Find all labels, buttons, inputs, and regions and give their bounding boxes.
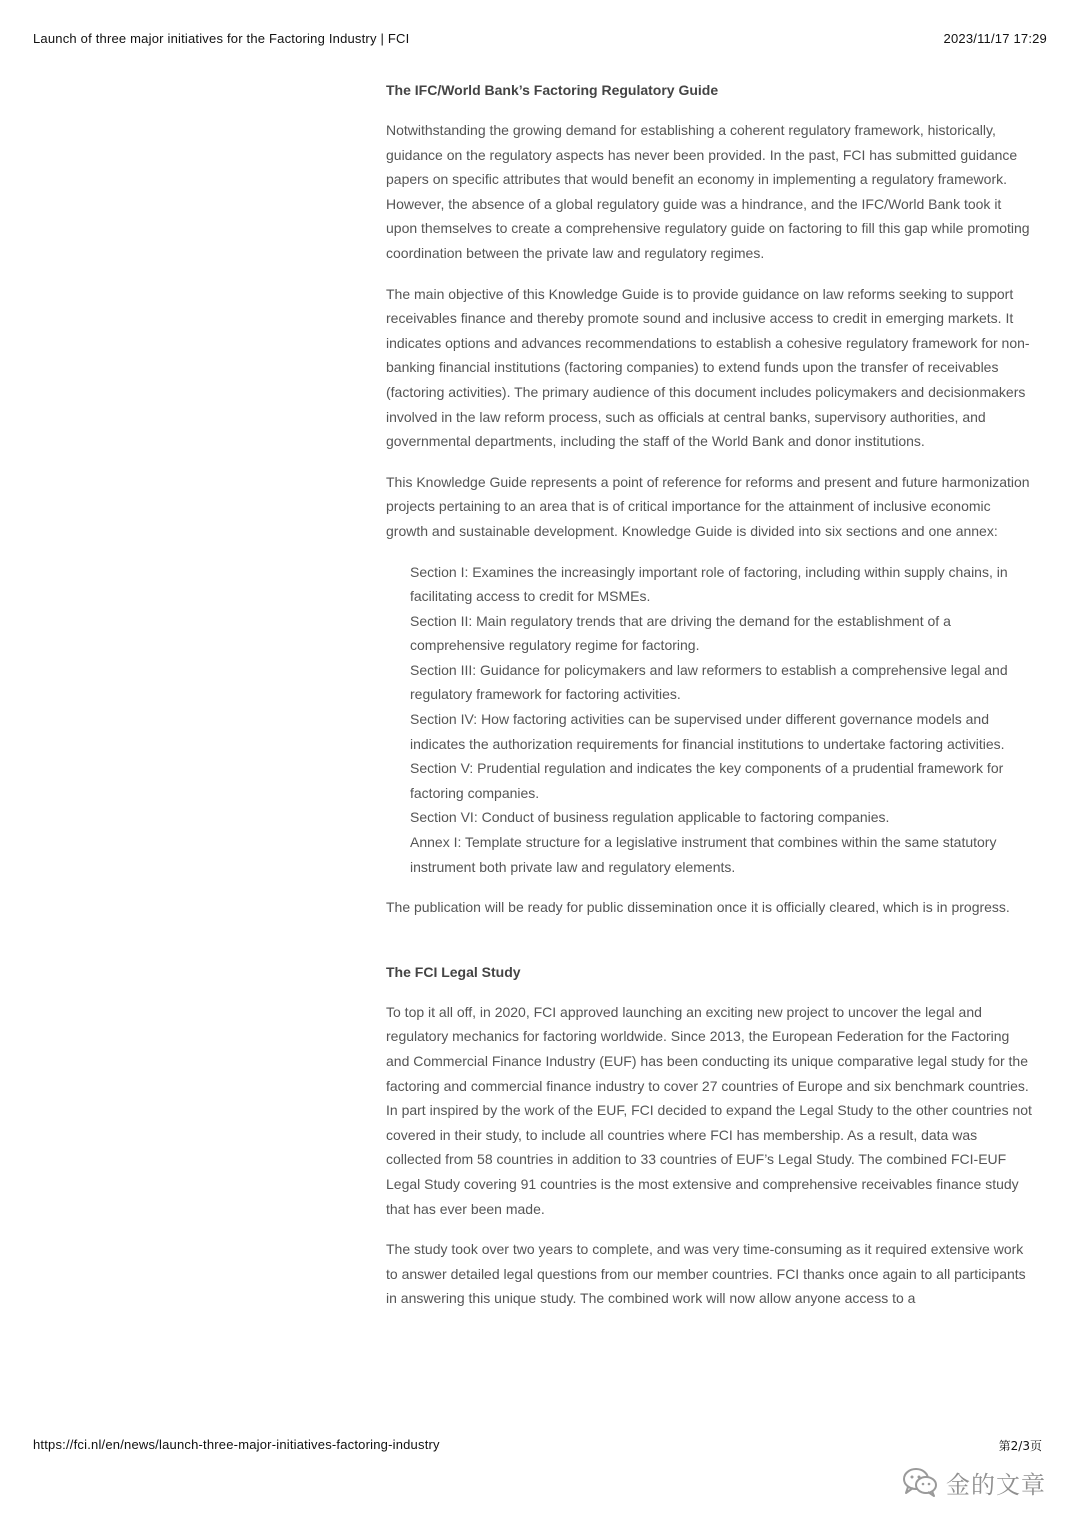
section-heading-legal-study: The FCI Legal Study [386,963,521,980]
list-item: Section II: Main regulatory trends that are driving the demand for the establishment of a comprehensive regulatory regime for factoring. [410,612,951,654]
wechat-icon [902,1467,938,1497]
paragraph-2: The main objective of this Knowledge Guide is to provide guidance on law reforms seeking to support receivables finance and thereby promote sound and inclusive access to credit in emerging markets. It indicates options and advances recommendations to establish a cohesive regulatory framework for non-banking financial institutions (factoring companies) to extend funds upon the transfer of receivables (factoring activities). The primary audience of this document includes policymakers and decisionmakers involved in the law reform process, such as officials at central banks, supervisory authorities, and governmental departments, including the staff of the World Bank and donor institutions. [386,285,1030,450]
watermark-text: 金的文章 [946,1470,1046,1499]
paragraph-1: Notwithstanding the growing demand for establishing a coherent regulatory framework, historically, guidance on the regulatory aspects has never been provided. In the past, FCI has submitted guidance papers on specific attributes that would benefit an economy in implementing a regulatory framework. However, the absence of a global regulatory guide was a hindrance, and the IFC/World Bank took it upon themselves to create a comprehensive regulatory guide on factoring to fill this gap while promoting coordination between the private law and regulatory regimes. [386,122,1030,261]
print-footer [33,1437,1047,1455]
list-item: Section VI: Conduct of business regulation applicable to factoring companies. [410,809,890,826]
watermark [902,1462,1046,1502]
list-item: Annex I: Template structure for a legislative instrument that combines within the same statutory instrument both private law and regulatory elements. [410,834,997,875]
list-item: Section I: Examines the increasingly important role of factoring, including within supply chains, in facilitating access to credit for MSMEs. [410,563,1008,605]
list-item: Section IV: How factoring activities can be supervised under different governance models and indicates the authorization requirements for financial institutions to undertake factoring activities. [410,711,1005,752]
list-item: Section V: Prudential regulation and indicates the key components of a prudential framework for factoring companies. [410,760,1004,801]
paragraph-3: This Knowledge Guide represents a point of reference for reforms and present and future harmonization projects pertaining to an area that is of critical importance for the attainment of inclusive economic growth and sustainable development. Knowledge Guide is divided into six sections and one annex: [386,473,1030,539]
print-datetime: 2023/11/17 17:29 [943,31,1047,46]
page-url: https://fci.nl/en/news/launch-three-major-initiatives-factoring-industry [33,1437,440,1452]
paragraph-4: The publication will be ready for public dissemination once it is officially cleared, which is in progress. [386,899,1010,916]
paragraph-6: The study took over two years to complete, and was very time-consuming as it required extensive work to answer detailed legal questions from our member countries. FCI thanks once again to all participants in answering this unique study. The combined work will now allow anyone access to a [386,1241,1026,1307]
print-header [33,31,1047,49]
article-body [386,78,1036,1327]
sections-list [386,560,1036,880]
page-title: Launch of three major initiatives for the Factoring Industry | FCI [33,31,410,46]
section-heading-regulatory-guide: The IFC/World Bank’s Factoring Regulatory Guide [386,82,719,98]
paragraph-5: To top it all off, in 2020, FCI approved launching an exciting new project to uncover the legal and regulatory mechanics for factoring worldwide. Since 2013, the European Federation for the Factoring and Commercial Finance Industry (EUF) has been conducting its unique comparative legal study for the factoring and commercial finance industry to cover 27 countries of Europe and six benchmark countries. In part inspired by the work of the EUF, FCI decided to expand the Legal Study to the other countries not covered in their study, to include all countries where FCI has membership. As a result, data was collected from 58 countries in addition to 33 countries of EUF’s Legal Study. The combined FCI-EUF Legal Study covering 91 countries is the most extensive and comprehensive receivables finance study that has ever been made. [386,1003,1032,1217]
page-number: 第2/3页 [998,1439,1042,1453]
list-item: Section III: Guidance for policymakers and law reformers to establish a comprehensive legal and regulatory framework for factoring activities. [410,661,1008,703]
